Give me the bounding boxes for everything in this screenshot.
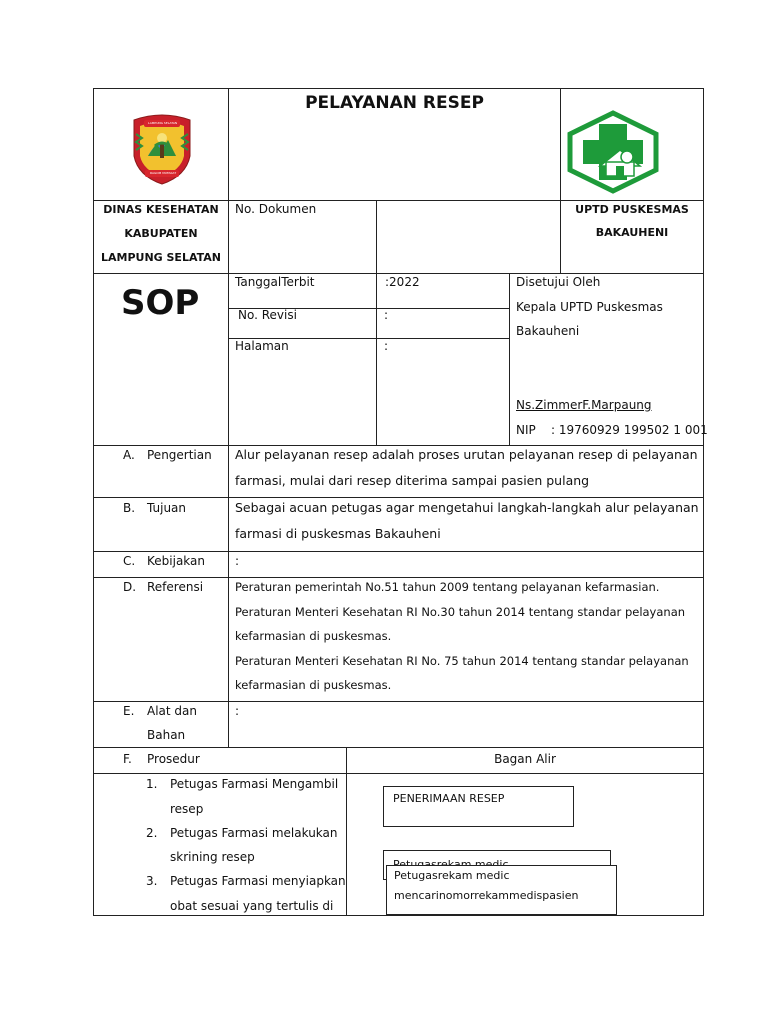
logo-banner-bottom: RAGOM MUFAKAT <box>150 171 177 175</box>
section-e-label-2: Bahan <box>147 728 186 742</box>
left-org-line-3: LAMPUNG SELATAN <box>100 251 221 264</box>
procedure-1-line-1: Petugas Farmasi Mengambil <box>170 777 339 791</box>
flow-box-3-line-2: mencarinomorrekammedispasien <box>394 889 579 902</box>
section-b-text-1: Sebagai acuan petugas agar mengetahui langkah-langkah alur pelayanan <box>235 500 699 515</box>
approver-name: Ns.ZimmerF.Marpaung <box>516 398 652 412</box>
section-d-text-1: Peraturan pemerintah No.51 tahun 2009 tentang pelayanan kefarmasian. <box>235 580 660 594</box>
section-d-text-5: kefarmasian di puskesmas. <box>235 678 392 692</box>
section-b-letter: B. <box>123 501 136 515</box>
section-e-text: : <box>235 704 240 718</box>
no-revisi-label: No. Revisi <box>238 308 297 322</box>
halaman-label: Halaman <box>235 339 289 353</box>
procedure-3-line-1: Petugas Farmasi menyiapkan <box>170 874 346 888</box>
section-c-letter: C. <box>123 554 136 568</box>
procedure-num-2: 2. <box>146 826 158 840</box>
section-d-text-3: kefarmasian di puskesmas. <box>235 629 392 643</box>
table-vline-right-header <box>560 88 561 273</box>
right-org-line-2: BAKAUHENI <box>595 226 669 239</box>
section-a-text-1: Alur pelayanan resep adalah proses urutan pelayanan resep di pelayanan <box>235 447 698 462</box>
approval-line-3: Bakauheni <box>516 324 580 338</box>
procedure-2-line-1: Petugas Farmasi melakukan <box>170 826 338 840</box>
no-revisi-value: : <box>384 308 389 322</box>
flow-box-1-label: PENERIMAAN RESEP <box>393 792 505 805</box>
section-f-letter: F. <box>123 752 132 766</box>
flow-box-3-line-1: Petugasrekam medic <box>394 869 510 882</box>
approval-line-2: Kepala UPTD Puskesmas <box>516 300 663 314</box>
table-border-right <box>703 88 704 916</box>
procedure-num-1: 1. <box>146 777 158 791</box>
section-d-label: Referensi <box>147 580 204 594</box>
table-border-bottom <box>93 915 704 916</box>
section-c-text: : <box>235 554 240 568</box>
section-a-text-2: farmasi, mulai dari resep diterima sampai pasien pulang <box>235 473 590 488</box>
approver-nip: NIP : 19760929 199502 1 001 <box>516 423 708 437</box>
table-vline-label <box>228 88 229 747</box>
bagan-alir-label: Bagan Alir <box>494 752 556 766</box>
left-org-line-2: KABUPATEN <box>124 227 198 240</box>
procedure-1-line-2: resep <box>170 802 204 816</box>
section-d-text-4: Peraturan Menteri Kesehatan RI No. 75 tahun 2014 tentang standar pelayanan <box>235 654 689 668</box>
flow-box-rekam-medic <box>386 865 617 915</box>
section-c-label: Kebijakan <box>147 554 205 568</box>
section-a-label: Pengertian <box>147 448 212 462</box>
left-org-line-1: DINAS KESEHATAN <box>103 203 219 216</box>
section-f-label: Prosedur <box>147 752 200 766</box>
section-e-label-1: Alat dan <box>147 704 197 718</box>
kabupaten-logo <box>126 110 198 186</box>
page-title: PELAYANAN RESEP <box>305 93 484 113</box>
sop-label: SOP <box>121 283 200 323</box>
tanggal-terbit-label: TanggalTerbit <box>235 275 315 289</box>
section-b-label: Tujuan <box>147 501 187 515</box>
procedure-3-line-2: obat sesuai yang tertulis di <box>170 899 334 913</box>
table-border-top <box>93 88 704 89</box>
no-dokumen-label: No. Dokumen <box>235 202 317 216</box>
table-vline-approval <box>509 273 510 445</box>
procedure-num-3: 3. <box>146 874 158 888</box>
approval-line-1: Disetujui Oleh <box>516 275 601 289</box>
section-d-text-2: Peraturan Menteri Kesehatan RI No.30 tahun 2014 tentang standar pelayanan <box>235 605 686 619</box>
procedure-2-line-2: skrining resep <box>170 850 255 864</box>
puskesmas-logo <box>566 110 660 194</box>
halaman-value: : <box>384 339 389 353</box>
section-a-letter: A. <box>123 448 135 462</box>
section-b-text-2: farmasi di puskesmas Bakauheni <box>235 526 441 541</box>
section-d-letter: D. <box>123 580 137 594</box>
tanggal-terbit-value: :2022 <box>385 275 420 289</box>
table-vline-docinfo <box>376 200 377 445</box>
flow-box-penerimaan-resep <box>383 786 574 827</box>
table-vline-prosedur <box>346 747 347 915</box>
logo-banner-top: LAMPUNG SELATAN <box>148 121 178 125</box>
section-e-letter: E. <box>123 704 135 718</box>
right-org-line-1: UPTD PUSKESMAS <box>575 203 689 216</box>
